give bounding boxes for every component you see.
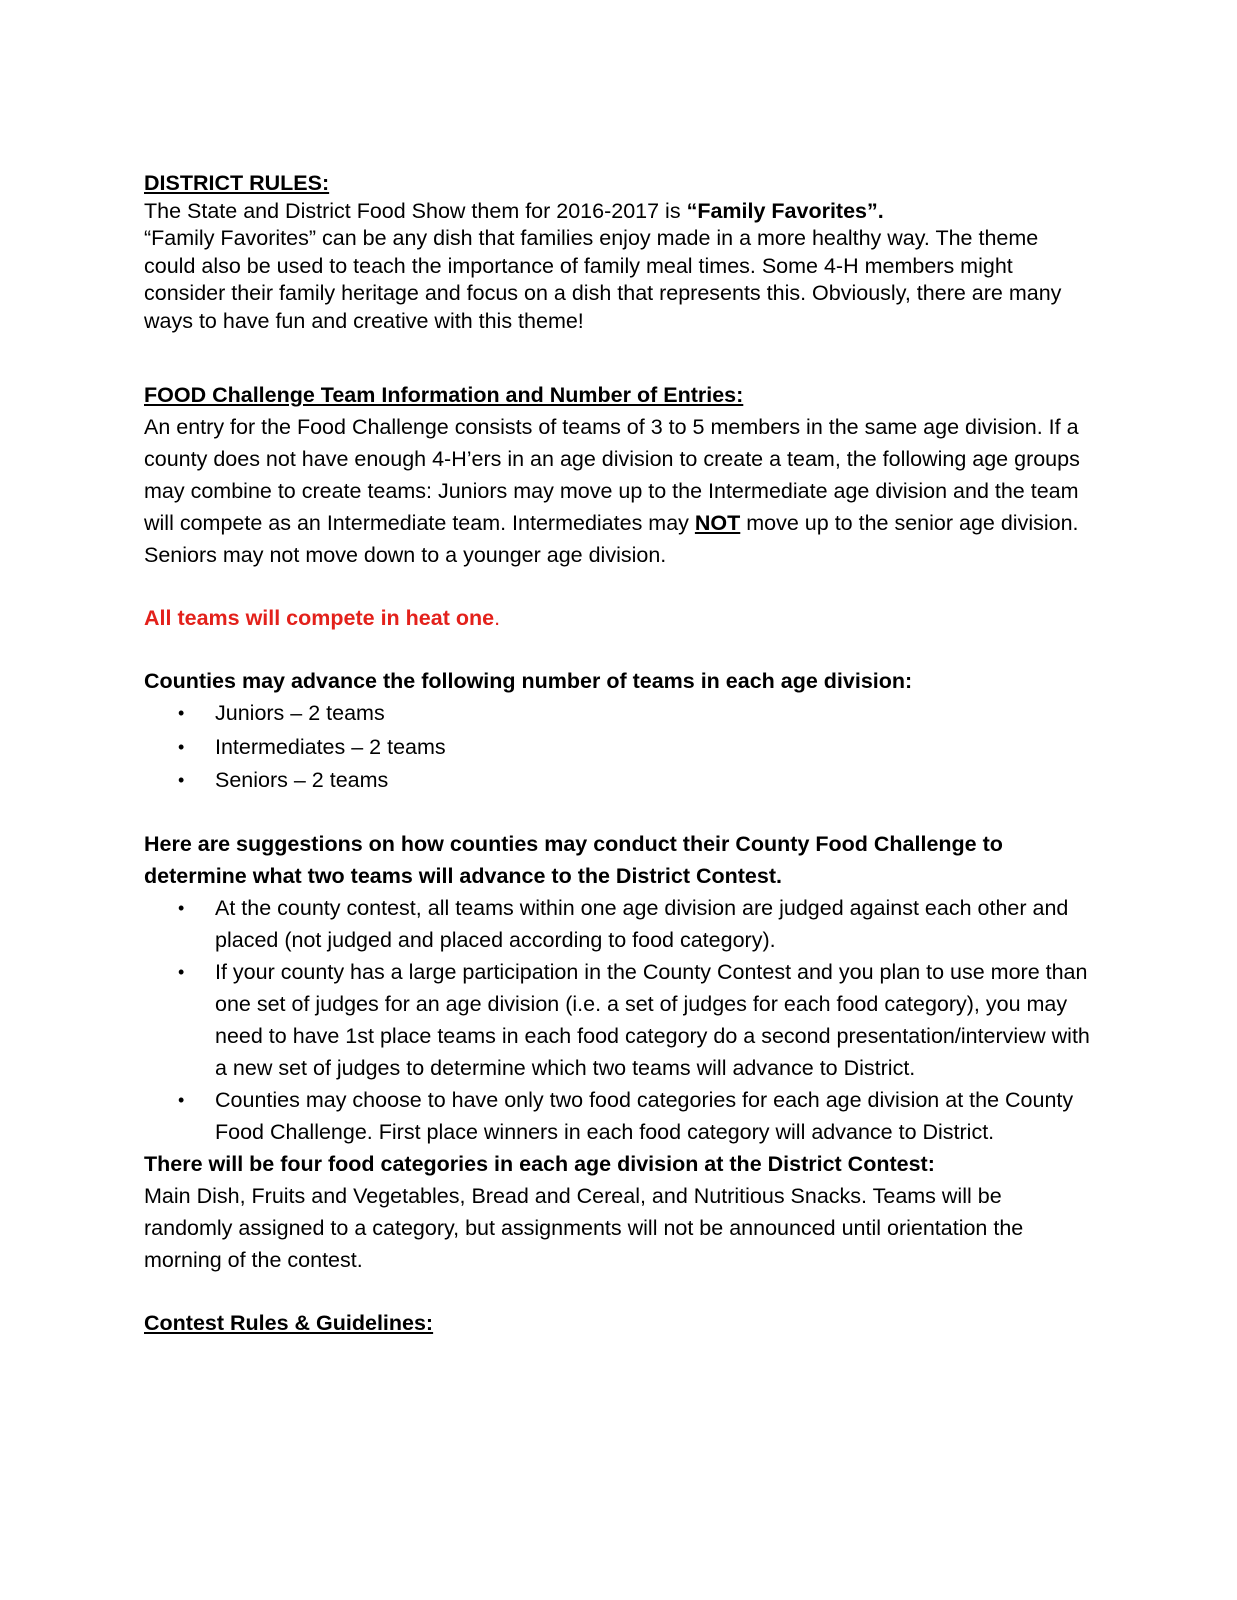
list-item <box>144 764 1094 798</box>
team-info-text-b: move up to the senior age division. Seniors may not move down to a younger age division. <box>144 511 1079 567</box>
theme-line-text: The State and District Food Show them for 2016-2017 is <box>144 198 687 223</box>
team-info-emphasis: NOT <box>694 511 741 535</box>
team-info-heading: FOOD Challenge Team Information and Number of Entries: <box>144 383 744 407</box>
categories-heading: There will be four food categories in each age division at the District Contest: <box>144 1151 935 1176</box>
district-rules-heading: DISTRICT RULES: <box>144 171 330 195</box>
advance-list <box>144 697 1094 798</box>
suggestions-heading: Here are suggestions on how counties may conduct their County Food Challenge to determine what two teams will advance to the District Contest. <box>144 831 1003 888</box>
list-item-text: Juniors – 2 teams <box>215 701 385 725</box>
advance-heading: Counties may advance the following number of teams in each age division: <box>144 669 913 693</box>
theme-name: “Family Favorites”. <box>686 198 884 223</box>
team-info-body <box>144 411 1094 571</box>
list-item-text: If your county has a large participation in the County Contest and you plan to use more than one set of judges for an age division (i.e. a set of judges for each food category), you may need to have 1st place teams in each food category do a second presentation/interview with a new set of judges to determine which two teams will advance to District. <box>215 959 1090 1080</box>
team-info-text-a: An entry for the Food Challenge consists of teams of 3 to 5 members in the same age division. If a county does not have enough 4-H’ers in an age division to create a team, the following age groups may combine to create teams: Juniors may move up to the Intermediate age division and the team will compete as an Intermediate team. Intermediates may <box>144 415 1080 535</box>
bullet-icon: • <box>178 1089 185 1110</box>
list-item-text: Seniors – 2 teams <box>215 768 389 792</box>
suggestions-list <box>144 892 1094 1148</box>
categories-body: Main Dish, Fruits and Vegetables, Bread and Cereal, and Nutritious Snacks. Teams will be randomly assigned to a category, but assignments will not be announced until orientation the morning of the contest. <box>144 1183 1024 1272</box>
bullet-icon: • <box>178 897 185 918</box>
list-item <box>144 892 1094 956</box>
heat-note <box>144 602 1094 634</box>
list-item-text: Counties may choose to have only two food categories for each age division at the County Food Challenge. First place winners in each food category will advance to District. <box>215 1087 1074 1144</box>
list-item <box>144 731 1094 765</box>
bullet-icon: • <box>178 961 185 982</box>
list-item <box>144 697 1094 731</box>
document-page <box>144 170 1094 1339</box>
theme-description: “Family Favorites” can be any dish that families enjoy made in a more healthy way. The theme could also be used to teach the importance of family meal times. Some 4-H members might consider their family heritage and focus on a dish that represents this. Obviously, there are many ways to have fun and creative with this theme! <box>144 226 1062 333</box>
advance-section <box>144 665 1094 798</box>
list-item <box>144 956 1094 1084</box>
heat-note-text: All teams will compete in heat one <box>144 606 495 630</box>
list-item-text: At the county contest, all teams within one age division are judged against each other and placed (not judged and placed according to food category). <box>215 895 1069 952</box>
list-item-text: Intermediates – 2 teams <box>215 734 446 759</box>
bullet-icon: • <box>178 770 185 790</box>
theme-line <box>144 198 1094 226</box>
contest-rules-heading: Contest Rules & Guidelines: <box>144 1310 434 1335</box>
list-item <box>144 1084 1094 1148</box>
categories-section <box>144 1148 1094 1276</box>
bullet-icon: • <box>178 736 185 757</box>
district-rules-section <box>144 170 1094 335</box>
team-info-section <box>144 379 1094 571</box>
bullet-icon: • <box>178 703 185 723</box>
heat-note-punct: . <box>494 606 501 630</box>
suggestions-section <box>144 828 1094 1148</box>
